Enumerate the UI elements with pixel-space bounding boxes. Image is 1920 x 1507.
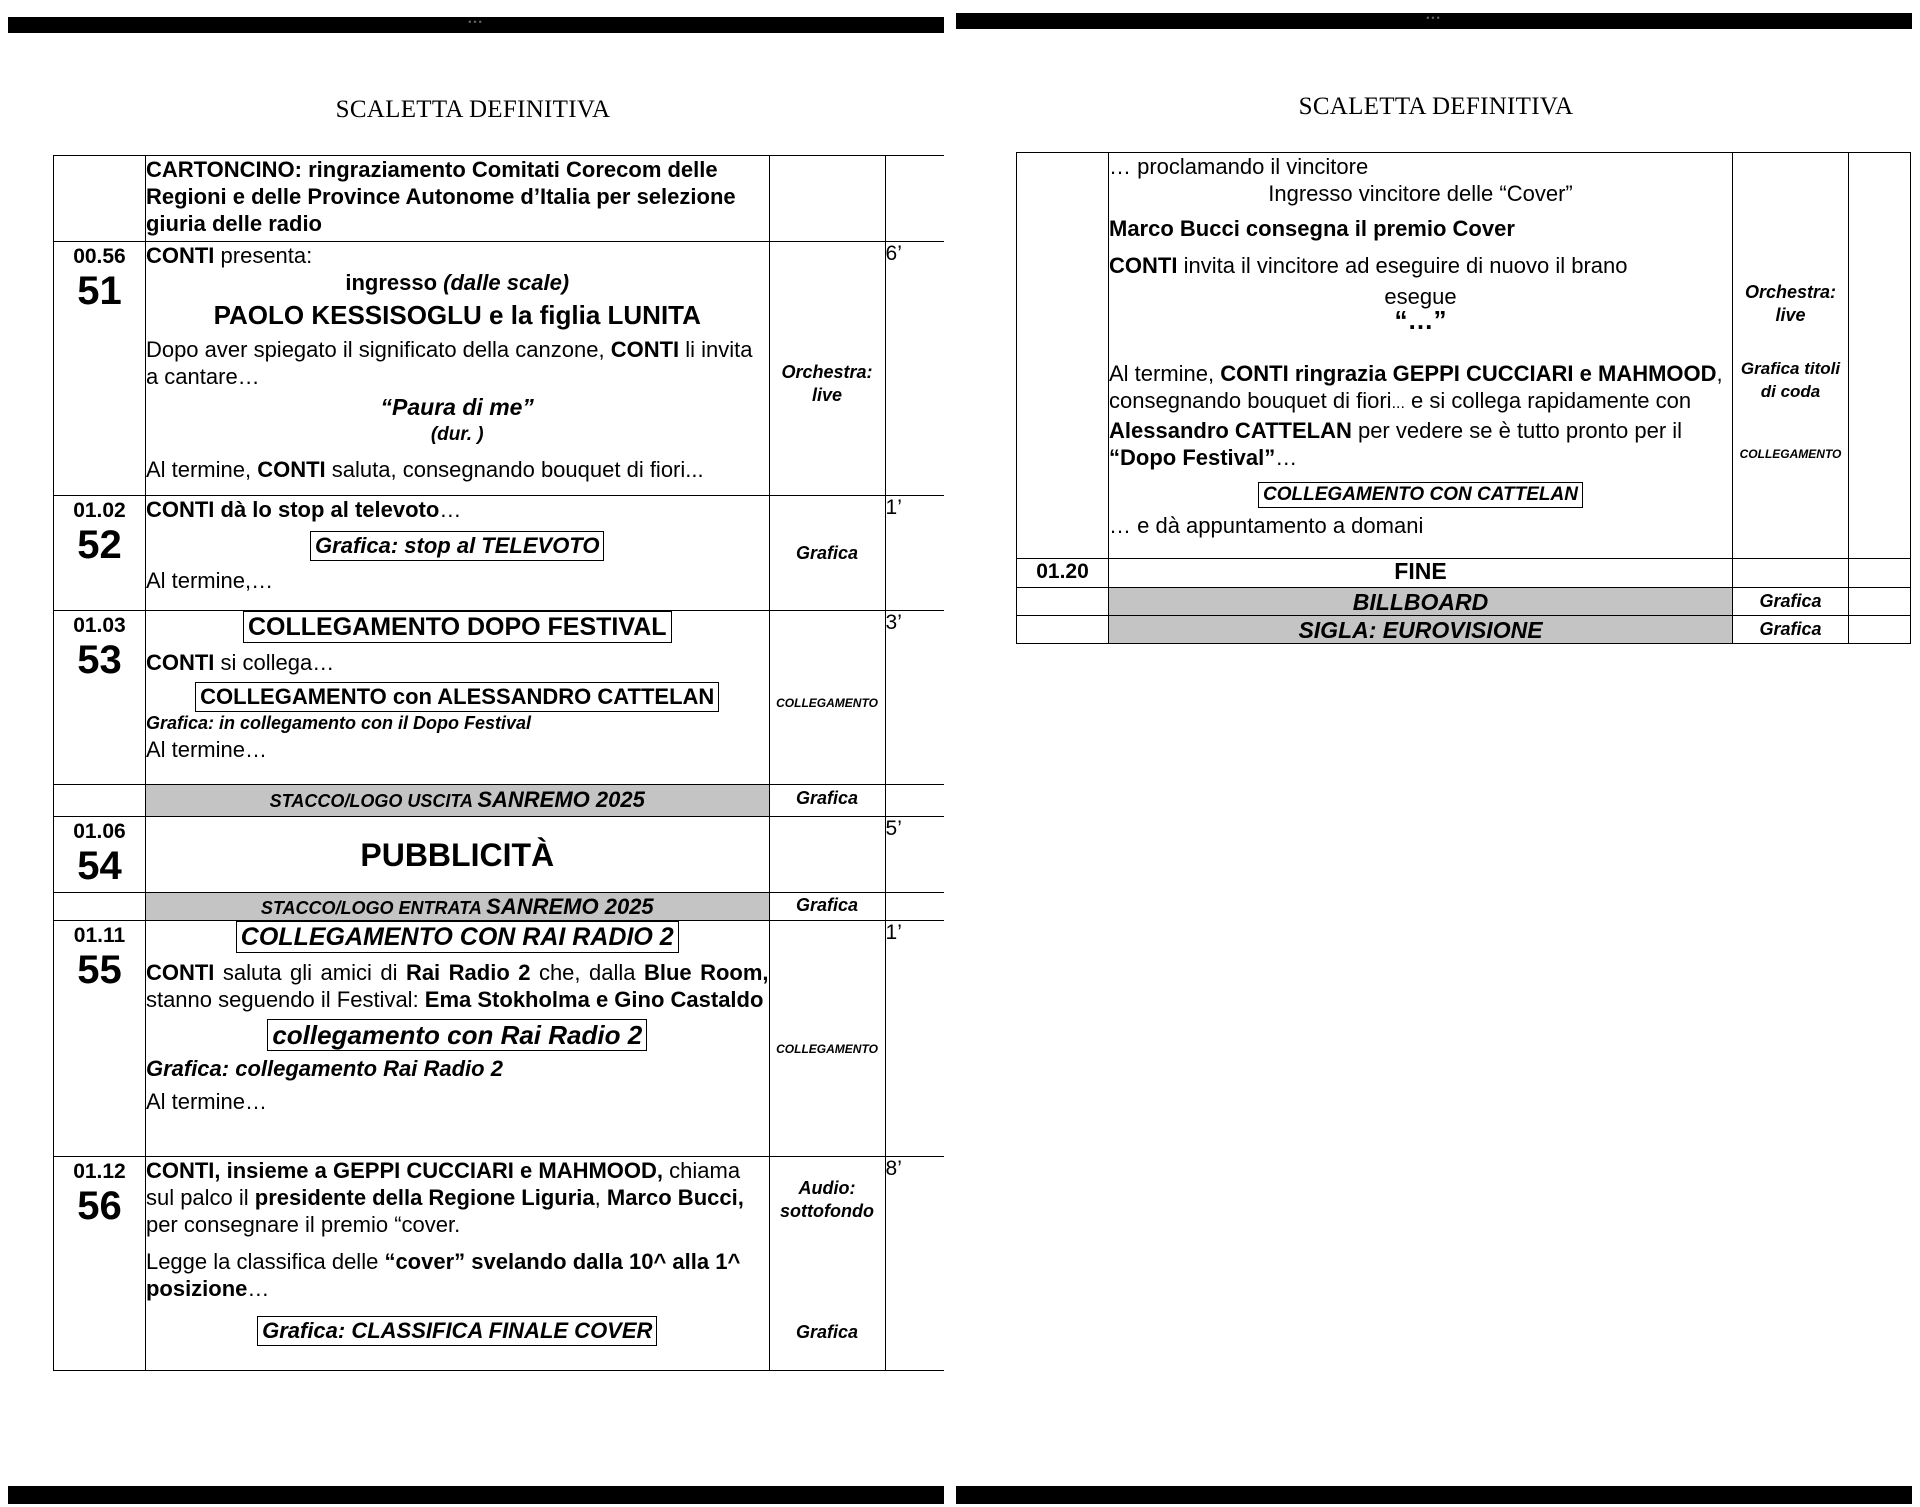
schedule-table [1016, 152, 1911, 644]
song-title: “Paura di me” [380, 394, 534, 420]
text: Ema Stokholma e Gino Castaldo [424, 987, 764, 1012]
duration-cell [1849, 588, 1911, 616]
table-row [54, 785, 945, 817]
table-row [54, 893, 945, 921]
text: CONTI ringrazia GEPPI CUCCIARI e MAHMOOD [1220, 361, 1717, 386]
tech-note: Grafica [1733, 616, 1849, 644]
host-name: CONTI [145, 650, 215, 675]
segment-time: 01.11 [73, 924, 126, 947]
grafica-box: Grafica: stop al TELEVOTO [310, 531, 604, 561]
text: Al termine… [145, 1089, 267, 1114]
collegamento-box: COLLEGAMENTO con ALESSANDRO CATTELAN [195, 682, 719, 712]
host-name: CONTI [1109, 253, 1178, 278]
duration-cell: 3’ [885, 611, 944, 785]
host-name: CONTI [257, 457, 326, 482]
text: invita il vincitore ad eseguire di nuovo il brano [1177, 253, 1628, 278]
collegamento-box: COLLEGAMENTO CON CATTELAN [1258, 482, 1583, 508]
segment-time: 01.20 [1017, 559, 1109, 588]
table-row [54, 242, 945, 496]
guest-names: PAOLO KESSISOGLU e la figlia LUNITA [213, 300, 701, 330]
text: (dalle scale) [443, 270, 570, 295]
segment-content [1109, 153, 1733, 559]
table-row [1017, 616, 1911, 644]
tech-note: Grafica [1733, 588, 1849, 616]
text: e si collega rapidamente con [1404, 388, 1692, 413]
text: … [247, 1276, 270, 1301]
table-row [1017, 153, 1911, 559]
page-handle-dots: ••• [468, 17, 484, 27]
time-cell [1017, 153, 1109, 559]
text: saluta, consegnando bouquet di fiori... [325, 457, 704, 482]
duration-cell: 1’ [885, 921, 944, 1157]
time-cell [1017, 616, 1109, 644]
text: SANREMO 2025 [486, 894, 654, 919]
time-cell [54, 156, 146, 242]
text: , [594, 1185, 607, 1210]
grafica-note: Grafica: collegamento Rai Radio 2 [145, 1056, 503, 1081]
tech-note: Grafica [769, 496, 885, 611]
text: Dopo aver spiegato il significato della canzone, [145, 337, 611, 362]
text: Legge la classifica delle [145, 1249, 385, 1274]
text: presidente della Regione Liguria [254, 1185, 595, 1210]
text: Alessandro CATTELAN [1109, 418, 1352, 443]
table-row [54, 156, 945, 242]
tech-cell [769, 817, 885, 893]
text: Al termine, [1109, 361, 1221, 386]
text: chiama sul palco il [145, 1158, 741, 1210]
cartoncino-text: CARTONCINO: ringraziamento Comitati Corecom delle Regioni e delle Province Autonome d’Italia per selezione giuria delle radio [145, 156, 769, 242]
duration-cell [885, 785, 944, 817]
stacco-uscita [145, 785, 769, 817]
host-name: CONTI [145, 960, 215, 985]
text: … e dà appuntamento a domani [1109, 513, 1424, 538]
segment-number: 51 [77, 269, 122, 313]
grafica-box: Grafica: CLASSIFICA FINALE COVER [257, 1316, 657, 1346]
text: Marco Bucci consegna il premio Cover [1109, 216, 1515, 241]
segment-content [145, 921, 769, 1157]
duration-cell: 1’ [885, 496, 944, 611]
time-cell [54, 1157, 146, 1371]
time-cell [54, 496, 146, 611]
tech-note: COLLEGAMENTO [1739, 447, 1842, 461]
collegamento-box: COLLEGAMENTO CON RAI RADIO 2 [236, 921, 679, 953]
table-row [54, 817, 945, 893]
table-row [54, 921, 945, 1157]
page-right [956, 0, 1920, 1507]
time-cell [54, 817, 146, 893]
time-cell [54, 611, 146, 785]
tech-note: Grafica titoli di coda [1740, 359, 1841, 401]
text: si collega… [214, 650, 335, 675]
text: … [439, 497, 462, 522]
stacco-entrata [145, 893, 769, 921]
duration-cell [1849, 616, 1911, 644]
billboard-label: BILLBOARD [1109, 588, 1733, 616]
segment-time: 01.02 [73, 499, 126, 522]
tech-note: Orchestra: live [1744, 282, 1837, 325]
page-title: SCALETTA DEFINITIVA [335, 96, 611, 123]
table-row [1017, 588, 1911, 616]
page-left [0, 0, 944, 1507]
text: CONTI, insieme a GEPPI CUCCIARI e MAHMOOD, [145, 1158, 664, 1183]
collegamento-box: COLLEGAMENTO DOPO FESTIVAL [243, 611, 672, 643]
segment-number: 52 [77, 523, 122, 567]
tech-note: Orchestra: live [769, 242, 885, 496]
time-cell [1017, 588, 1109, 616]
pubblicita-title: PUBBLICITÀ [145, 817, 769, 893]
host-name: CONTI [610, 337, 680, 362]
tech-cell [769, 156, 885, 242]
text: “cover” svelando dalla 10^ alla 1^ posizione [145, 1249, 741, 1301]
page-bottom-bar [956, 1486, 1912, 1504]
text: STACCO/LOGO USCITA [269, 791, 478, 811]
page-title: SCALETTA DEFINITIVA [1298, 93, 1574, 120]
text: … proclamando il vincitore [1109, 154, 1369, 179]
text: saluta gli amici di [214, 960, 406, 985]
duration-cell: 6’ [885, 242, 944, 496]
text: Blue Room, [643, 960, 769, 985]
text: ingresso [345, 270, 444, 295]
tech-note: COLLEGAMENTO [776, 1042, 878, 1056]
text: ... [1391, 395, 1405, 412]
tech-note: Audio: sottofondo [780, 1178, 875, 1221]
tech-cell [1733, 559, 1849, 588]
text: Al termine… [145, 737, 267, 762]
text: Al termine,… [145, 568, 274, 593]
tech-note: COLLEGAMENTO [776, 696, 878, 710]
text: SANREMO 2025 [477, 787, 645, 812]
host-name: CONTI [145, 243, 215, 268]
sigla-label: SIGLA: EUROVISIONE [1109, 616, 1733, 644]
text: li invita a cantare… [145, 337, 753, 389]
tech-note: Grafica [769, 893, 885, 921]
tech-cell [769, 1157, 885, 1371]
segment-number: 54 [77, 844, 122, 888]
grafica-note: Grafica: in collegamento con il Dopo Festival [145, 713, 532, 733]
text: Al termine, [145, 457, 258, 482]
segment-time: 00.56 [73, 245, 126, 268]
duration-cell [1849, 559, 1911, 588]
segment-number: 56 [77, 1184, 122, 1228]
page-top-bar [956, 13, 1912, 29]
tech-cell [1733, 153, 1849, 559]
duration-cell [885, 893, 944, 921]
text: Rai Radio 2 [405, 960, 531, 985]
segment-time: 01.06 [73, 820, 126, 843]
segment-content [145, 1157, 769, 1371]
text: presenta: [214, 243, 313, 268]
text: … [1275, 445, 1298, 470]
song-title: “…” [1394, 305, 1447, 335]
segment-time: 01.03 [73, 614, 126, 637]
duration-cell: 5’ [885, 817, 944, 893]
duration-cell: 8’ [885, 1157, 944, 1371]
text: che, dalla [530, 960, 644, 985]
text: CONTI dà lo stop al televoto [145, 497, 440, 522]
fine-label: FINE [1109, 559, 1733, 588]
text: STACCO/LOGO ENTRATA [260, 898, 487, 918]
table-row [54, 611, 945, 785]
page-top-bar [8, 17, 944, 33]
page-handle-dots: ••• [1426, 13, 1442, 23]
time-cell [54, 921, 146, 1157]
tech-note: Grafica [796, 1322, 859, 1342]
text: Marco Bucci, [606, 1185, 744, 1210]
duration-cell [885, 156, 944, 242]
segment-content [145, 611, 769, 785]
table-row [1017, 559, 1911, 588]
tech-note: Grafica [769, 785, 885, 817]
segment-content [145, 496, 769, 611]
segment-number: 53 [77, 638, 122, 682]
text: , consegnando bouquet di fiori [1109, 361, 1723, 413]
text: esegue [1384, 284, 1457, 309]
table-row [54, 496, 945, 611]
text: per consegnare il premio “cover. [145, 1212, 461, 1237]
duration-cell [1849, 153, 1911, 559]
page-bottom-bar [8, 1486, 944, 1504]
segment-time: 01.12 [73, 1160, 126, 1183]
schedule-table [53, 155, 944, 1371]
collegamento-box: collegamento con Rai Radio 2 [267, 1019, 647, 1051]
text: “Dopo Festival” [1109, 445, 1276, 470]
song-duration: (dur. ) [430, 424, 484, 445]
time-cell [54, 242, 146, 496]
segment-content [145, 242, 769, 496]
table-row [54, 1157, 945, 1371]
time-cell [54, 785, 146, 817]
text: Ingresso vincitore delle “Cover” [1268, 181, 1573, 206]
time-cell [54, 893, 146, 921]
segment-number: 55 [77, 948, 122, 992]
text: stanno seguendo il Festival: [145, 987, 425, 1012]
text: per vedere se è tutto pronto per il [1351, 418, 1683, 443]
